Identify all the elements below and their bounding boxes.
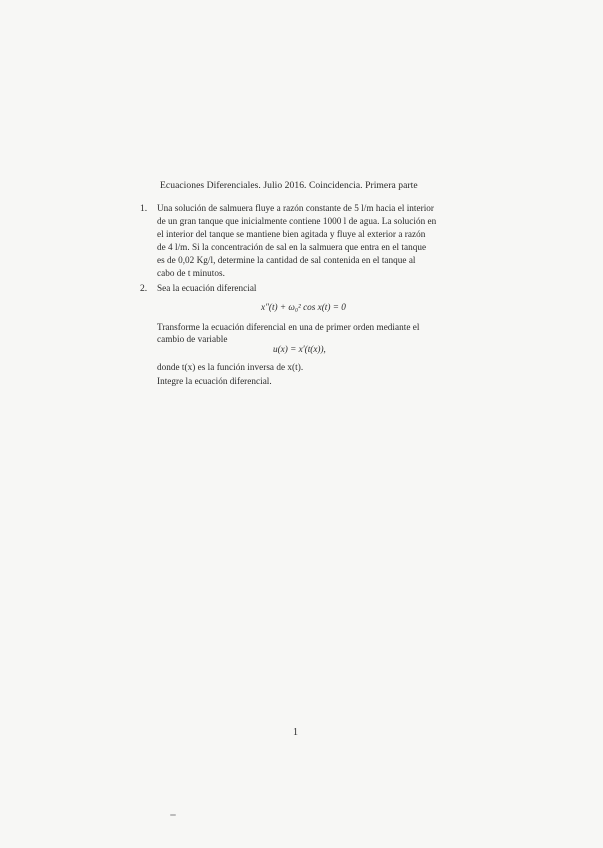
problem-2-line-2: Transforme la ecuación diferencial en una de primer orden mediante el (157, 322, 420, 332)
problem-2-line-3: cambio de variable (157, 334, 228, 344)
scan-speck (170, 814, 176, 816)
problem-2-line-5: Integre la ecuación diferencial. (157, 376, 272, 386)
problem-1-line-6: cabo de t minutos. (157, 268, 225, 278)
problem-2-equation-1: x″(t) + ω₀² cos x(t) = 0 (261, 302, 346, 312)
problem-1-number: 1. (140, 203, 148, 214)
page-number: 1 (293, 727, 298, 738)
problem-2-intro: Sea la ecuación diferencial (157, 283, 257, 293)
problem-2-line-4: donde t(x) es la función inversa de x(t). (157, 362, 304, 372)
document-title: Ecuaciones Diferenciales. Julio 2016. Coincidencia. Primera parte (160, 180, 418, 191)
problem-1-line-1: Una solución de salmuera fluye a razón constante de 5 l/m hacia el interior (157, 203, 435, 213)
problem-1-line-3: el interior del tanque se mantiene bien agitada y fluye al exterior a razón (157, 229, 426, 239)
problem-2-equation-2: u(x) = x′(t(x)), (273, 344, 326, 354)
problem-2-number: 2. (140, 283, 148, 294)
problem-1-line-4: de 4 l/m. Si la concentración de sal en la salmuera que entra en el tanque (157, 242, 427, 252)
problem-1-line-5: es de 0,02 Kg/l, determine la cantidad de sal contenida en el tanque al (157, 255, 416, 265)
problem-1-line-2: de un gran tanque que inicialmente contiene 1000 l de agua. La solución en (157, 216, 437, 226)
